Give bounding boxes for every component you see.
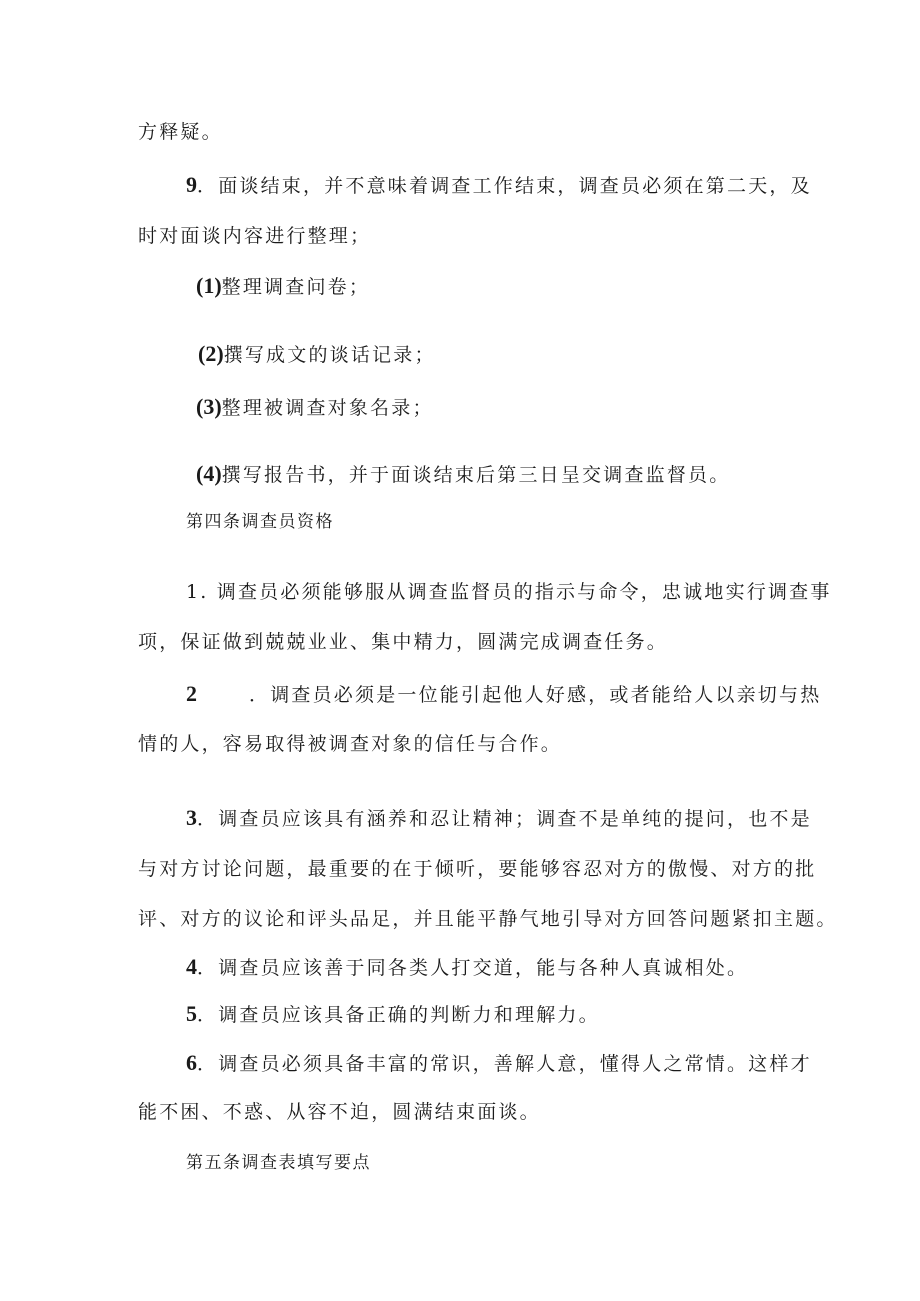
item-number: (1) xyxy=(196,273,222,298)
item-number: (2) xyxy=(198,341,224,366)
item-number: 6 xyxy=(186,1050,197,1075)
item-number: 3 xyxy=(186,805,197,830)
paragraph-line xyxy=(138,628,668,656)
paragraph-line xyxy=(186,804,812,833)
line-text: 方释疑。 xyxy=(138,121,223,143)
line-text: ．调查员必须是一位能引起他人好感，或者能给人以亲切与热 xyxy=(249,684,822,706)
item-number: 5 xyxy=(186,1001,197,1026)
line-text: 撰写报告书，并于面谈结束后第三日呈交调查监督员。 xyxy=(221,464,731,486)
sub-item xyxy=(196,272,370,301)
sub-item xyxy=(196,393,434,422)
sub-item xyxy=(196,460,730,489)
heading-text: 第五条调查表填写要点 xyxy=(186,1153,371,1173)
paragraph-line xyxy=(138,905,838,933)
paragraph-line xyxy=(186,1049,812,1078)
line-text: ．调查员应该具备正确的判断力和理解力。 xyxy=(197,1004,600,1026)
section-heading xyxy=(186,1149,371,1177)
line-text: 时对面谈内容进行整理； xyxy=(138,225,372,247)
item-number: 2 xyxy=(186,681,197,706)
line-text: 整理调查问卷； xyxy=(221,276,371,298)
paragraph-line xyxy=(138,1098,541,1126)
line-text: 整理被调查对象名录； xyxy=(221,397,434,419)
paragraph-line xyxy=(186,953,748,982)
paragraph-line xyxy=(186,680,821,709)
line-text: ．调查员应该具有涵养和忍让精神；调查不是单纯的提问，也不是 xyxy=(197,808,812,830)
line-text: 撰写成文的谈话记录； xyxy=(223,344,436,366)
item-number: (3) xyxy=(196,394,222,419)
line-text: 评、对方的议论和评头品足，并且能平静气地引导对方回答问题紧扣主题。 xyxy=(138,908,838,930)
paragraph-line xyxy=(186,171,812,200)
line-text: 1. 调查员必须能够服从调查监督员的指示与命令，忠诚地实行调查事 xyxy=(186,581,832,603)
section-heading xyxy=(186,508,334,536)
line-text: 情的人，容易取得被调查对象的信任与合作。 xyxy=(138,733,563,755)
line-text: 与对方讨论问题，最重要的在于倾听，要能够容忍对方的傲慢、对方的批 xyxy=(138,858,817,880)
line-text: ．调查员应该善于同各类人打交道，能与各种人真诚相处。 xyxy=(197,957,749,979)
paragraph-line xyxy=(186,578,832,606)
item-number: 9 xyxy=(186,172,197,197)
paragraph-line xyxy=(138,118,223,146)
paragraph-line xyxy=(186,1000,600,1029)
line-text: 项，保证做到兢兢业业、集中精力，圆满完成调查任务。 xyxy=(138,631,669,653)
item-number: 4 xyxy=(186,954,197,979)
paragraph-line xyxy=(138,855,816,883)
line-text: ．面谈结束，并不意味着调查工作结束，调查员必须在第二天，及 xyxy=(197,175,812,197)
line-text: ．调查员必须具备丰富的常识，善解人意，懂得人之常情。这样才 xyxy=(197,1053,812,1075)
paragraph-line xyxy=(138,222,371,250)
sub-item xyxy=(198,340,436,369)
line-text: 能不困、不惑、从容不迫，圆满结束面谈。 xyxy=(138,1101,541,1123)
paragraph-line xyxy=(138,730,562,758)
heading-text: 第四条调查员资格 xyxy=(186,512,334,532)
item-number: (4) xyxy=(196,461,222,486)
